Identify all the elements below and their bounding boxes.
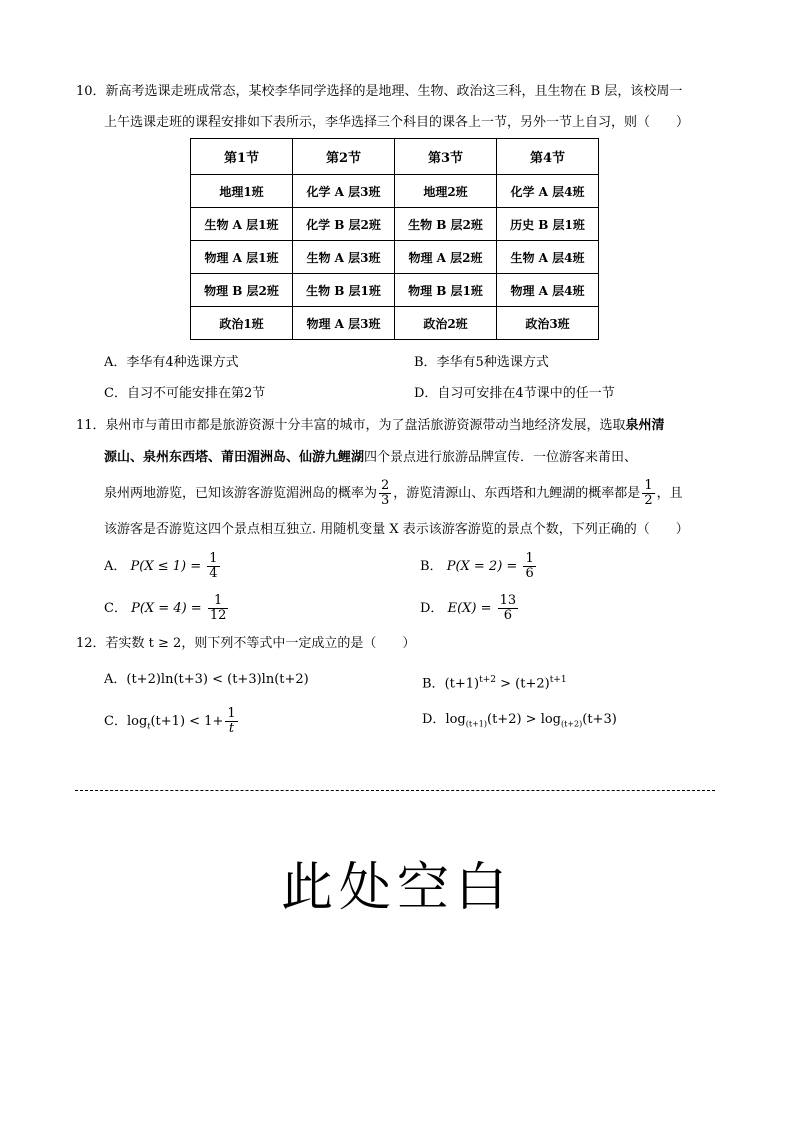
option-label: D． [422,712,446,727]
fraction-denominator: 3 [381,493,390,508]
option-label: C． [104,601,127,616]
log-base: (t+2) [561,719,583,729]
q12-option-d [422,710,617,735]
table-row [191,208,599,241]
table-cell: 化学 A 层4班 [497,175,599,208]
table-header: 第4节 [497,139,599,175]
exponent: t+2 [479,675,496,685]
q11-line2-text: 四个景点进行旅游品牌宣传．一位游客来莆田、 [364,450,638,465]
table-cell: 地理1班 [191,175,293,208]
option-expression: log [126,714,148,729]
option-expression: log [445,712,466,727]
dashed-divider [75,790,715,791]
fraction-numerator: 13 [499,593,517,608]
fraction-numerator: 1 [525,551,534,566]
fraction-one-half [642,479,654,508]
option-expression: (t+1) < 1+ [150,714,224,729]
q12-option-b [422,670,567,694]
table-cell: 物理 A 层2班 [395,241,497,274]
q10-option-b: B．李华有5种选课方式 [414,355,549,370]
q11-line1-text: 11．泉州市与莆田市都是旅游资源十分丰富的城市，为了盘活旅游资源带动当地经济发展，选取 [76,418,626,433]
q12-option-c [104,705,240,744]
option-fraction [225,707,237,736]
fraction-denominator: 4 [209,566,218,581]
fraction-numerator: 1 [644,478,653,493]
table-cell: 生物 A 层4班 [497,241,599,274]
fraction-denominator: 2 [644,493,653,508]
table-row [191,274,599,307]
fraction-two-thirds [379,479,391,508]
q10-stem-line1: 10．新高考选课走班成常态，某校李华同学选择的是地理、生物、政治这三科，且生物在 B 层，该校周一 [76,84,683,99]
table-cell: 政治1班 [191,307,293,340]
option-label: B． [422,676,445,692]
q11-line1-bold: 泉州清 [625,418,665,433]
q11-line3-text-a: 泉州两地游览，已知该游客游览湄洲岛的概率为 [104,486,378,501]
fraction-denominator: 6 [525,566,534,581]
table-cell: 生物 B 层1班 [293,274,395,307]
option-label: B． [420,559,443,574]
q10-option-c: C．自习不可能安排在第2节 [104,386,266,401]
q11-stem-line4: 该游客是否游览这四个景点相互独立. 用随机变量 X 表示该游客游览的景点个数，下列正确的（ ） [104,522,689,537]
table-cell: 物理 B 层1班 [395,274,497,307]
option-fraction [498,594,519,623]
fraction-denominator: 12 [209,608,227,623]
option-fraction [208,594,229,623]
table-cell: 生物 B 层2班 [395,208,497,241]
option-expression: P(X = 2) = [446,559,518,574]
table-row [191,175,599,208]
q11-line2-bold: 源山、泉州东西塔、莆田湄洲岛、仙游九鲤湖 [104,450,365,465]
exponent: t+1 [549,675,567,685]
table-header: 第2节 [293,139,395,175]
table-cell: 物理 A 层1班 [191,241,293,274]
option-expression: (t+1) [444,676,480,692]
option-label: A． [104,559,127,574]
q10-stem-line2: 上午选课走班的课程安排如下表所示，李华选择三个科目的课各上一节，另外一节上自习，则（ ） [104,115,690,130]
q11-stem-line3 [104,477,683,511]
table-header: 第1节 [191,139,293,175]
fraction-numerator: 2 [381,478,390,493]
option-expression: (t+3) [582,712,617,727]
table-cell: 生物 A 层1班 [191,208,293,241]
option-label: C． [104,714,127,729]
q12-option-a: A．(t+2)ln(t+3) < (t+3)ln(t+2) [104,672,309,687]
table-row [191,307,599,340]
table-cell: 政治2班 [395,307,497,340]
table-cell: 历史 B 层1班 [497,208,599,241]
q11-option-b [420,550,538,584]
q10-option-d: D．自习可安排在4节课中的任一节 [414,386,615,401]
blank-notice: 此处空白 [280,858,513,918]
option-expression: E(X) = [447,601,492,616]
fraction-denominator: 6 [503,608,513,623]
fraction-numerator: 1 [209,551,218,566]
table-header: 第3节 [395,139,497,175]
table-cell: 政治3班 [497,307,599,340]
q11-stem-line1 [76,416,665,436]
q11-stem-line2 [104,448,637,468]
option-expression: P(X = 4) = [131,601,202,616]
table-cell: 化学 B 层2班 [293,208,395,241]
fraction-numerator: 1 [208,594,229,609]
option-label: D． [420,601,444,616]
table-cell: 物理 B 层2班 [191,274,293,307]
q10-option-a: A．李华有4种选课方式 [104,355,239,370]
table-row [191,241,599,274]
fraction-numerator: 1 [227,706,236,721]
option-fraction [523,552,535,581]
q11-line3-text-c: ，且 [656,486,683,501]
option-fraction [207,552,219,581]
q11-option-d [420,592,520,626]
log-base: (t+1) [465,719,487,729]
q11-option-c [104,592,230,626]
table-cell: 生物 A 层3班 [293,241,395,274]
table-header-row [191,139,599,175]
schedule-table [190,138,599,340]
table-cell: 化学 A 层3班 [293,175,395,208]
option-expression: > (t+2) [495,676,550,692]
option-expression: P(X ≤ 1) = [130,559,202,574]
table-cell: 物理 A 层3班 [293,307,395,340]
q12-stem: 12．若实数 t ≥ 2，则下列不等式中一定成立的是（ ） [76,636,416,651]
table-cell: 物理 A 层4班 [497,274,599,307]
option-expression: (t+2) > log [487,712,561,727]
fraction-denominator: t [228,721,235,736]
q11-line3-text-b: ，游览清源山、东西塔和九鲤湖的概率都是 [393,486,641,501]
table-cell: 地理2班 [395,175,497,208]
q11-option-a [104,550,222,584]
log-base: t [147,721,151,731]
